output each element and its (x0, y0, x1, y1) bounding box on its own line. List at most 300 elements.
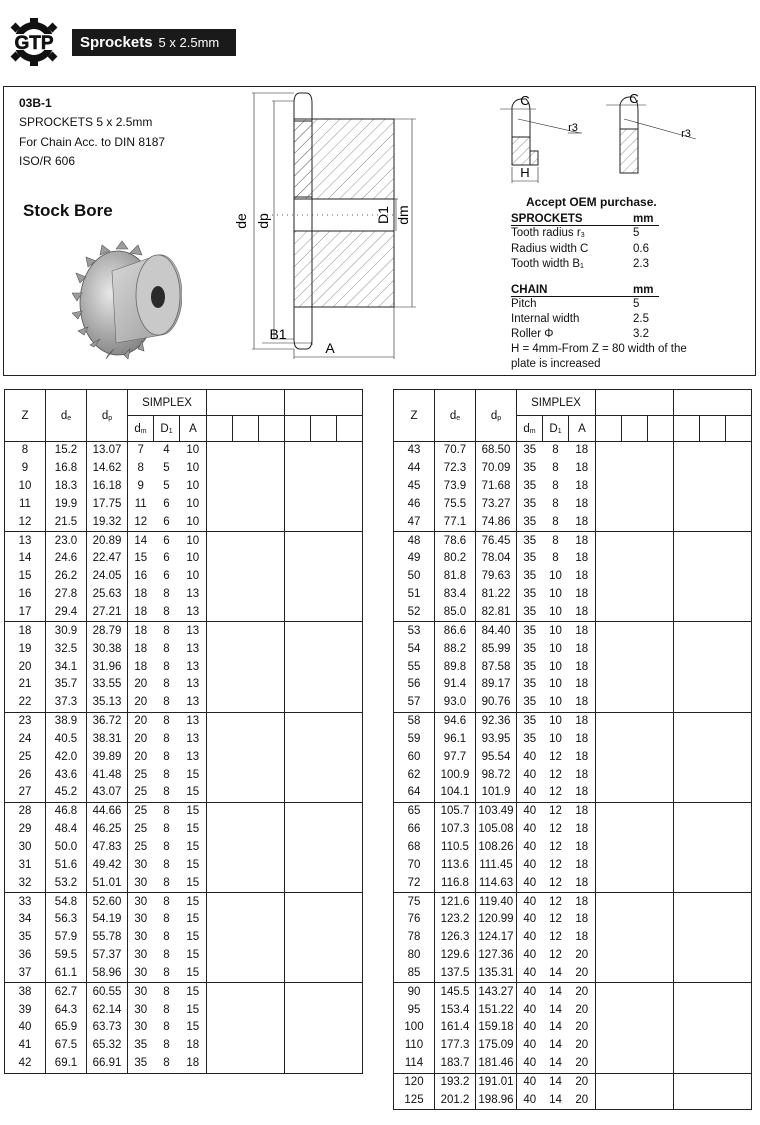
col-header-empty (285, 390, 363, 416)
cell-z: 120 (394, 1073, 435, 1091)
cell-dm: 18 (128, 622, 154, 640)
cell-dm: 20 (134, 732, 148, 745)
page-subtitle: 5 x 2.5mm (158, 35, 220, 50)
cell-dp: 25.63 (87, 586, 128, 604)
cell-empty (285, 893, 363, 911)
cell-a: 18 (186, 1039, 200, 1052)
cell-dm: 30 (134, 858, 148, 871)
col-header-empty (674, 416, 700, 442)
cell-empty (674, 893, 752, 911)
cell-de: 21.5 (46, 513, 87, 531)
table-row (5, 694, 363, 712)
cell-empty (207, 731, 285, 749)
table-row (394, 839, 752, 857)
table-row (394, 604, 752, 622)
cell-empty (285, 676, 363, 694)
cell-empty (285, 802, 363, 820)
cell-de: 104.1 (435, 784, 476, 802)
cell-empty (285, 712, 363, 730)
cell-z: 31 (5, 856, 46, 874)
cell-dm: 40 (523, 1039, 537, 1052)
cell-dp: 82.81 (476, 604, 517, 622)
cell-de: 177.3 (435, 1037, 476, 1055)
cell-de: 18.3 (46, 478, 87, 496)
cell-d1: 8 (163, 750, 170, 763)
spec-row (511, 242, 659, 257)
cell-empty (285, 784, 363, 802)
cell-d1: 4 (154, 442, 180, 460)
cell-z: 58 (394, 712, 435, 730)
cell-d1: 8 (163, 768, 170, 781)
col-header-empty (285, 416, 311, 442)
spec-label: Pitch (511, 298, 537, 310)
cell-de: 89.8 (435, 658, 476, 676)
table-row (5, 676, 363, 694)
cell-empty (596, 748, 674, 766)
cell-dp: 46.25 (87, 821, 128, 839)
cell-de: 123.2 (435, 911, 476, 929)
cell-dm: 35 (134, 1039, 148, 1052)
cell-dm: 20 (134, 696, 148, 709)
cell-a: 15 (186, 949, 200, 962)
cell-empty (285, 1019, 363, 1037)
cell-dm: 25 (134, 786, 148, 799)
cell-dp: 111.45 (476, 856, 517, 874)
cell-empty (285, 947, 363, 965)
cell-a: 18 (569, 893, 596, 911)
cell-dm: 30 (134, 949, 148, 962)
cell-d1: 8 (552, 497, 559, 510)
cell-empty (207, 622, 285, 640)
col-header-a: A (569, 416, 596, 442)
cell-dm: 30 (134, 876, 148, 889)
cell-empty (285, 550, 363, 568)
sprockets-spec (511, 213, 659, 273)
cell-de: 38.9 (46, 712, 87, 730)
cell-z: 13 (5, 532, 46, 550)
cell-dp: 76.45 (476, 532, 517, 550)
cell-z: 16 (5, 586, 46, 604)
cell-dm: 8 (137, 462, 144, 475)
cell-z: 125 (394, 1091, 435, 1109)
cell-de: 75.5 (435, 496, 476, 514)
cell-dm: 35 (517, 532, 543, 550)
cell-z: 9 (5, 460, 46, 478)
table-row (394, 513, 752, 531)
cell-z: 62 (394, 766, 435, 784)
cell-a: 15 (186, 913, 200, 926)
cell-de: 51.6 (46, 856, 87, 874)
cell-dp: 54.19 (87, 911, 128, 929)
cell-dp: 84.40 (476, 622, 517, 640)
cell-dm: 30 (134, 1021, 148, 1034)
cell-a: 15 (186, 931, 200, 944)
table-row (394, 983, 752, 1001)
col-header-empty (596, 416, 622, 442)
spec-heading: SPROCKETS (511, 213, 583, 225)
cell-dm: 40 (523, 768, 537, 781)
cell-d1: 8 (154, 802, 180, 820)
cell-empty (207, 1037, 285, 1055)
cell-a: 15 (180, 802, 207, 820)
table-row (5, 1019, 363, 1037)
cell-empty (674, 586, 752, 604)
cell-dp: 35.13 (87, 694, 128, 712)
cell-de: 69.1 (46, 1055, 87, 1073)
cell-dm: 12 (134, 515, 148, 528)
cell-dp: 20.89 (87, 532, 128, 550)
cell-empty (285, 532, 363, 550)
cell-de: 72.3 (435, 460, 476, 478)
cell-d1: 14 (549, 966, 562, 979)
cell-dp: 44.66 (87, 802, 128, 820)
cell-dm: 35 (523, 696, 537, 709)
cell-dp: 68.50 (476, 442, 517, 460)
cell-empty (207, 821, 285, 839)
cell-de: 153.4 (435, 1001, 476, 1019)
cell-d1: 12 (543, 893, 569, 911)
cell-dp: 103.49 (476, 802, 517, 820)
cell-empty (674, 929, 752, 947)
cell-dp: 38.31 (87, 731, 128, 749)
cell-dm: 30 (134, 966, 148, 979)
table-row (5, 712, 363, 730)
table-row (394, 712, 752, 730)
cell-empty (207, 856, 285, 874)
cell-a: 15 (186, 1003, 200, 1016)
oem-note: Accept OEM purchase. (526, 195, 657, 209)
cell-z: 90 (394, 983, 435, 1001)
cell-empty (285, 1055, 363, 1073)
logo-text: GTP (14, 33, 54, 54)
cell-dp: 55.78 (87, 929, 128, 947)
cell-a: 18 (575, 588, 589, 601)
cell-d1: 12 (549, 786, 562, 799)
cell-empty (285, 513, 363, 531)
cell-empty (285, 983, 363, 1001)
cell-de: 81.8 (435, 568, 476, 586)
cell-dp: 52.60 (87, 893, 128, 911)
cell-empty (207, 676, 285, 694)
cell-d1: 12 (543, 802, 569, 820)
cell-empty (285, 442, 363, 460)
cell-empty (207, 929, 285, 947)
cell-de: 126.3 (435, 929, 476, 947)
cell-empty (285, 856, 363, 874)
cell-empty (207, 947, 285, 965)
cell-empty (285, 478, 363, 496)
cell-empty (596, 964, 674, 982)
cell-z: 24 (5, 731, 46, 749)
cell-dm: 18 (134, 606, 148, 619)
cell-de: 100.9 (435, 766, 476, 784)
cell-d1: 6 (163, 570, 170, 583)
cell-empty (285, 911, 363, 929)
spec-label: Radius width C (511, 243, 589, 255)
cell-empty (285, 694, 363, 712)
cell-z: 52 (394, 604, 435, 622)
cell-a: 18 (575, 931, 589, 944)
cell-empty (596, 460, 674, 478)
cell-a: 18 (575, 913, 589, 926)
cell-de: 137.5 (435, 964, 476, 982)
cell-a: 20 (575, 1021, 589, 1034)
cell-empty (674, 694, 752, 712)
cell-d1: 8 (163, 966, 170, 979)
table-row (394, 947, 752, 965)
table-row (394, 766, 752, 784)
cell-z: 76 (394, 911, 435, 929)
cell-d1: 8 (552, 462, 559, 475)
cell-z: 42 (5, 1055, 46, 1073)
cell-empty (596, 513, 674, 531)
cell-z: 70 (394, 856, 435, 874)
cell-a: 18 (575, 750, 589, 763)
spec-value: 3.2 (633, 328, 649, 340)
cell-de: 145.5 (435, 983, 476, 1001)
cell-dp: 43.07 (87, 784, 128, 802)
cell-dp: 191.01 (476, 1073, 517, 1091)
col-header-dp: $d_p$ (476, 390, 517, 442)
col-header-empty (207, 416, 233, 442)
cell-empty (674, 802, 752, 820)
cell-empty (674, 748, 752, 766)
cell-empty (596, 983, 674, 1001)
cell-empty (674, 712, 752, 730)
cell-a: 18 (575, 858, 589, 871)
cell-d1: 12 (549, 931, 562, 944)
cell-empty (674, 1055, 752, 1073)
cell-dp: 175.09 (476, 1037, 517, 1055)
cell-dp: 73.27 (476, 496, 517, 514)
cell-empty (596, 532, 674, 550)
cell-z: 68 (394, 839, 435, 857)
cell-empty (596, 712, 674, 730)
cell-de: 48.4 (46, 821, 87, 839)
cell-empty (596, 550, 674, 568)
cell-dm: 20 (134, 750, 148, 763)
table-row (5, 1037, 363, 1055)
cell-z: 38 (5, 983, 46, 1001)
cell-dm: 35 (523, 660, 537, 673)
table-row (5, 911, 363, 929)
cell-empty (596, 1055, 674, 1073)
cell-dm: 40 (517, 802, 543, 820)
cell-z: 12 (5, 513, 46, 531)
table-row (394, 1055, 752, 1073)
cell-a: 15 (180, 983, 207, 1001)
cell-empty (207, 442, 285, 460)
cell-empty (207, 460, 285, 478)
cell-z: 59 (394, 731, 435, 749)
cell-de: 46.8 (46, 802, 87, 820)
cell-d1: 8 (154, 983, 180, 1001)
table-row (5, 478, 363, 496)
cell-dm: 30 (134, 1003, 148, 1016)
cell-dm: 25 (134, 823, 148, 836)
cell-empty (596, 622, 674, 640)
cell-de: 116.8 (435, 874, 476, 892)
cell-a: 18 (180, 1055, 207, 1073)
cell-dp: 19.32 (87, 513, 128, 531)
cell-dm: 30 (134, 913, 148, 926)
cell-empty (674, 1001, 752, 1019)
cell-z: 15 (5, 568, 46, 586)
product-code: 03B-1 (19, 96, 52, 110)
cell-d1: 14 (543, 983, 569, 1001)
cell-empty (285, 964, 363, 982)
table-row (5, 1055, 363, 1073)
cell-empty (596, 839, 674, 857)
cell-z: 45 (394, 478, 435, 496)
cell-a: 18 (569, 532, 596, 550)
cell-d1: 6 (163, 515, 170, 528)
cell-empty (596, 929, 674, 947)
cell-a: 10 (186, 480, 200, 493)
cell-a: 13 (186, 696, 200, 709)
cell-d1: 8 (163, 858, 170, 871)
cell-de: 54.8 (46, 893, 87, 911)
cell-z: 65 (394, 802, 435, 820)
cell-z: 66 (394, 821, 435, 839)
cell-dm: 40 (523, 840, 537, 853)
table-row (5, 947, 363, 965)
cell-empty (596, 731, 674, 749)
cell-dp: 47.83 (87, 839, 128, 857)
cell-z: 26 (5, 766, 46, 784)
cell-de: 73.9 (435, 478, 476, 496)
cell-dp: 60.55 (87, 983, 128, 1001)
table-row (394, 442, 752, 460)
cell-empty (674, 442, 752, 460)
cell-dm: 30 (128, 893, 154, 911)
cell-empty (207, 983, 285, 1001)
cell-d1: 12 (549, 750, 562, 763)
cell-dm: 35 (517, 622, 543, 640)
cell-empty (674, 964, 752, 982)
cell-dm: 9 (137, 480, 144, 493)
cell-de: 67.5 (46, 1037, 87, 1055)
cell-dm: 18 (134, 642, 148, 655)
cell-dp: 63.73 (87, 1019, 128, 1037)
cell-dp: 17.75 (87, 496, 128, 514)
table-row (5, 658, 363, 676)
tooth-profile-drawings (496, 91, 706, 186)
cell-a: 18 (575, 786, 589, 799)
cell-d1: 10 (549, 678, 562, 691)
cell-a: 18 (569, 442, 596, 460)
col-header-d1: $D_1$ (154, 416, 180, 442)
cell-empty (207, 694, 285, 712)
cell-d1: 8 (163, 696, 170, 709)
cell-a: 18 (575, 570, 589, 583)
cell-de: 62.7 (46, 983, 87, 1001)
cell-empty (596, 442, 674, 460)
table-row (5, 622, 363, 640)
sprocket-table-left (4, 389, 363, 1074)
cell-dp: 95.54 (476, 748, 517, 766)
cell-z: 48 (394, 532, 435, 550)
cell-dm: 35 (517, 712, 543, 730)
label-r3: r3 (568, 122, 578, 134)
cell-empty (674, 658, 752, 676)
cell-d1: 14 (543, 1073, 569, 1091)
table-row (5, 731, 363, 749)
col-header-empty (207, 390, 285, 416)
cell-empty (207, 964, 285, 982)
cell-dm: 40 (523, 949, 537, 962)
table-row (394, 460, 752, 478)
cell-a: 18 (575, 606, 589, 619)
cell-empty (596, 694, 674, 712)
cell-de: 19.9 (46, 496, 87, 514)
cell-z: 34 (5, 911, 46, 929)
cell-dm: 35 (523, 480, 537, 493)
cell-de: 193.2 (435, 1073, 476, 1091)
cell-dm: 40 (523, 750, 537, 763)
cell-z: 46 (394, 496, 435, 514)
cell-dp: 120.99 (476, 911, 517, 929)
cell-d1: 12 (549, 768, 562, 781)
cell-dm: 40 (523, 1003, 537, 1016)
cell-z: 25 (5, 748, 46, 766)
table-row (394, 874, 752, 892)
cell-dp: 57.37 (87, 947, 128, 965)
cell-z: 49 (394, 550, 435, 568)
cell-z: 18 (5, 622, 46, 640)
cell-empty (596, 1019, 674, 1037)
cell-d1: 8 (163, 1039, 170, 1052)
cell-dp: 71.68 (476, 478, 517, 496)
cell-d1: 8 (163, 840, 170, 853)
cell-empty (596, 1073, 674, 1091)
spec-row (511, 327, 659, 342)
cell-empty (285, 640, 363, 658)
stock-bore-heading: Stock Bore (23, 201, 113, 220)
spec-label: Roller Φ (511, 328, 554, 340)
cell-dp: 181.46 (476, 1055, 517, 1073)
table-row (394, 496, 752, 514)
cell-a: 20 (575, 1057, 589, 1070)
cell-a: 18 (575, 480, 589, 493)
table-row (394, 622, 752, 640)
cell-dm: 20 (128, 712, 154, 730)
cell-a: 18 (569, 622, 596, 640)
cell-a: 13 (186, 732, 200, 745)
cell-z: 47 (394, 513, 435, 531)
cell-de: 78.6 (435, 532, 476, 550)
cell-de: 32.5 (46, 640, 87, 658)
cell-empty (674, 532, 752, 550)
desc-line: ISO/R 606 (19, 154, 76, 168)
cell-de: 201.2 (435, 1091, 476, 1109)
table-row (5, 766, 363, 784)
cell-de: 93.0 (435, 694, 476, 712)
cell-z: 39 (5, 1001, 46, 1019)
cell-z: 40 (5, 1019, 46, 1037)
cell-dp: 78.04 (476, 550, 517, 568)
cell-d1: 10 (549, 588, 562, 601)
cell-d1: 10 (549, 696, 562, 709)
cell-a: 15 (186, 823, 200, 836)
cell-de: 113.6 (435, 856, 476, 874)
cell-empty (596, 766, 674, 784)
table-row (5, 874, 363, 892)
cell-dp: 27.21 (87, 604, 128, 622)
cell-empty (596, 874, 674, 892)
cell-empty (674, 766, 752, 784)
desc-line: SPROCKETS 5 x 2.5mm (19, 115, 153, 129)
